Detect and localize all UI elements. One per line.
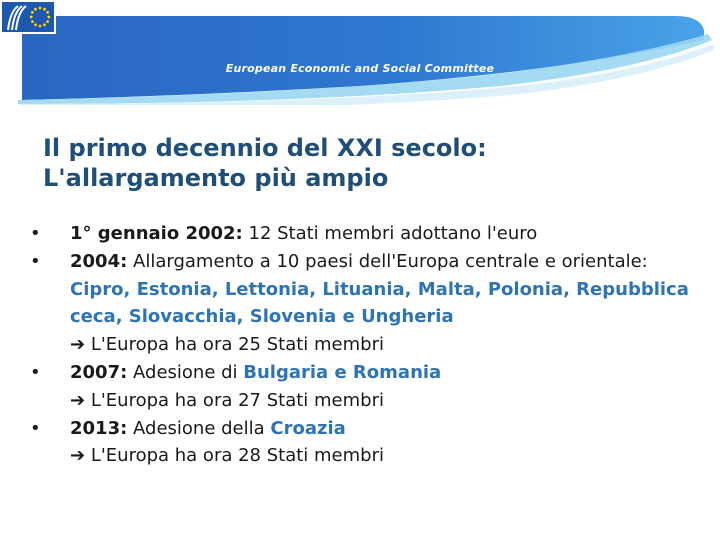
slide-title (43, 133, 683, 193)
result-text: L'Europa ha ora 25 Stati membri (85, 334, 384, 356)
result-line (70, 331, 690, 359)
bullet-highlight: Croazia (270, 417, 346, 439)
bullet-date: 2007: (70, 361, 128, 383)
bullet-text: 12 Stati membri adottano l'euro (242, 223, 538, 244)
result-line (70, 387, 690, 415)
result-line (70, 442, 690, 470)
bullet-text: Allargamento a 10 paesi dell'Europa centrale e orientale: (127, 250, 648, 272)
bullet-highlight: Cipro, Estonia, Lettonia, Lituania, Malta, Polonia, Repubblica ceca, Slovacchia, Slovenia e Ungheria (70, 278, 689, 328)
bullet-icon: • (30, 223, 41, 244)
arrow-right-icon: ➔ (70, 445, 86, 467)
arrow-right-icon: ➔ (70, 334, 86, 356)
bullet-date: 1° gennaio 2002: (70, 223, 243, 244)
list-item (30, 220, 690, 248)
header-banner (0, 0, 720, 105)
bullet-text: Adesione di (127, 361, 244, 383)
arrow-right-icon: ➔ (70, 389, 86, 411)
organization-name: European Economic and Social Committee (225, 62, 495, 75)
list-item (30, 415, 690, 471)
bullet-text: Adesione della (127, 417, 271, 439)
bullet-date: 2013: (70, 417, 128, 439)
bullet-list (30, 220, 690, 470)
bullet-icon: • (30, 250, 41, 272)
result-text: L'Europa ha ora 28 Stati membri (85, 445, 384, 467)
banner-shape (0, 0, 720, 105)
bullet-highlight: Bulgaria e Romania (243, 361, 442, 383)
bullet-icon: • (30, 361, 41, 383)
title-line-2: L'allargamento più ampio (43, 164, 389, 192)
bullet-date: 2004: (70, 250, 128, 272)
result-text: L'Europa ha ora 27 Stati membri (85, 389, 384, 411)
bullet-icon: • (30, 417, 41, 439)
list-item (30, 359, 690, 415)
title-line-1: Il primo decennio del XXI secolo: (43, 134, 487, 162)
list-item (30, 248, 690, 359)
eesc-logo-icon (0, 0, 56, 34)
